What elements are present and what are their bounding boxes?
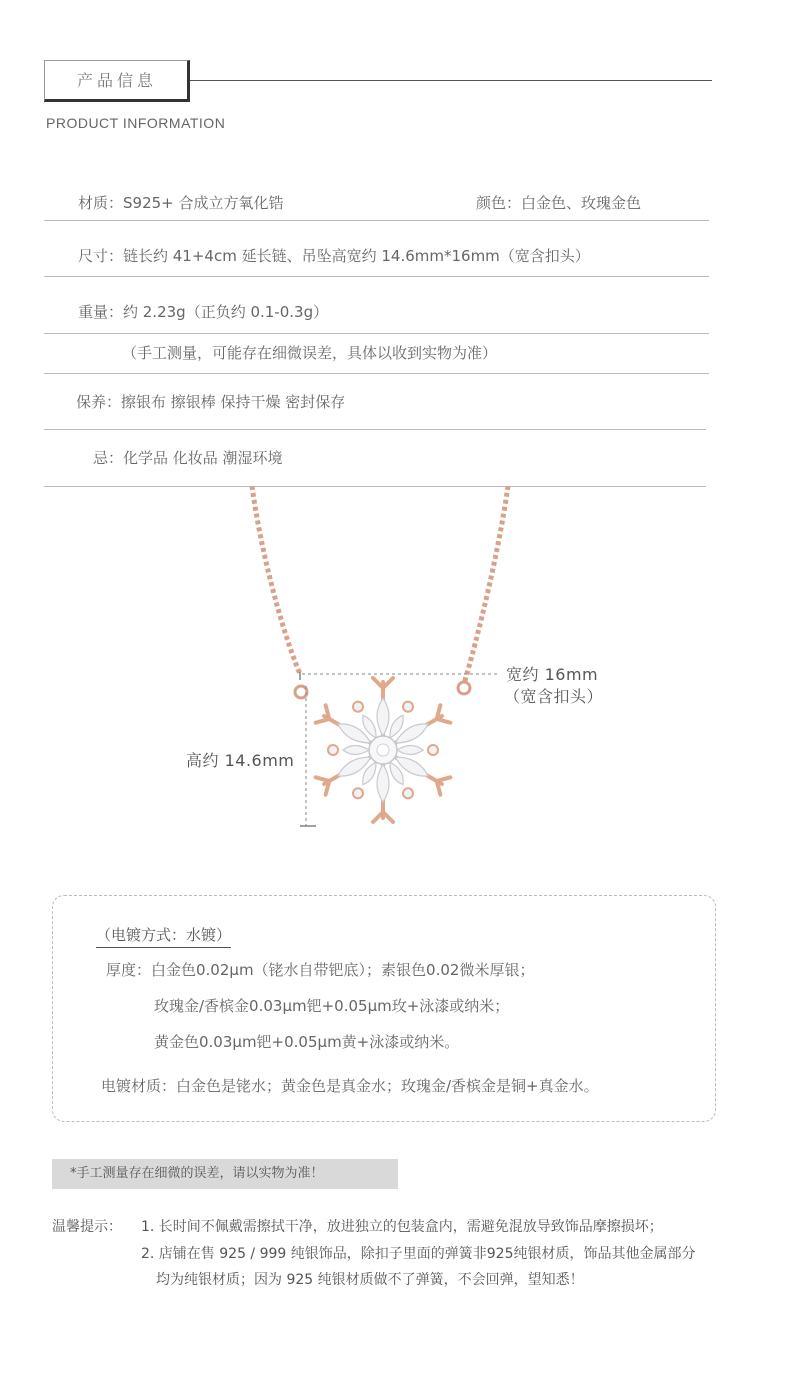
spec-divider <box>44 220 709 221</box>
tips-item-2-cont: 均为纯银材质；因为 925 纯银材质做不了弹簧，不会回弹，望知悉！ <box>156 1272 584 1288</box>
snowflake-pendant <box>316 678 451 822</box>
spec-avoid: 忌：化学品 化妆品 潮湿环境 <box>93 449 283 467</box>
spec-divider <box>44 429 706 430</box>
spec-divider <box>44 333 709 334</box>
spec-care: 保养：擦银布 擦银棒 保持干燥 密封保存 <box>76 393 346 411</box>
spec-divider <box>44 373 709 374</box>
plating-material: 电镀材质：白金色是铑水；黄金色是真金水；玫瑰金/香槟金是铜+真金水。 <box>101 1077 599 1095</box>
width-label: 宽约 16mm <box>506 665 599 684</box>
spec-weight-note: （手工测量，可能存在细微误差，具体以收到实物为准） <box>122 344 498 362</box>
spec-weight: 重量：约 2.23g（正负约 0.1-0.3g） <box>78 303 329 321</box>
spec-size: 尺寸：链长约 41+4cm 延长链、吊坠高宽约 14.6mm*16mm（宽含扣头） <box>78 247 590 265</box>
tips-label: 温馨提示： <box>52 1219 122 1235</box>
plating-title: （电镀方式：水镀） <box>96 924 231 948</box>
page-subtitle: PRODUCT INFORMATION <box>46 115 226 131</box>
height-label: 高约 14.6mm <box>186 751 295 770</box>
tips-item-2: 2. 店铺在售 925 / 999 纯银饰品，除扣子里面的弹簧非925纯银材质，饰品其他金属部分 <box>141 1246 696 1262</box>
width-note: （宽含扣头） <box>504 687 604 706</box>
spec-material: 材质：S925+ 合成立方氧化锆 <box>78 194 284 212</box>
plating-thickness: 厚度：白金色0.02μm（铑水自带钯底）；素银色0.02微米厚银； <box>106 961 535 979</box>
chain-left <box>252 486 300 674</box>
jump-ring-right <box>458 682 470 694</box>
measurement-note: *手工测量存在细微的误差，请以实物为准！ <box>70 1166 324 1181</box>
plating-rose-gold: 玫瑰金/香槟金0.03μm钯+0.05μm玫+泳漆或纳米； <box>154 997 510 1015</box>
chain-right <box>464 486 508 684</box>
header-rule <box>190 80 712 81</box>
tips-item-1: 1. 长时间不佩戴需擦拭干净，放进独立的包装盒内，需避免混放导致饰品摩擦损坏； <box>141 1219 663 1235</box>
spec-color: 颜色：白金色、玫瑰金色 <box>476 194 642 212</box>
plating-yellow-gold: 黄金色0.03μm钯+0.05μm黄+泳漆或纳米。 <box>154 1033 460 1051</box>
jump-ring-left <box>295 686 307 698</box>
page-title: 产品信息 <box>76 71 157 90</box>
spec-divider <box>44 276 709 277</box>
